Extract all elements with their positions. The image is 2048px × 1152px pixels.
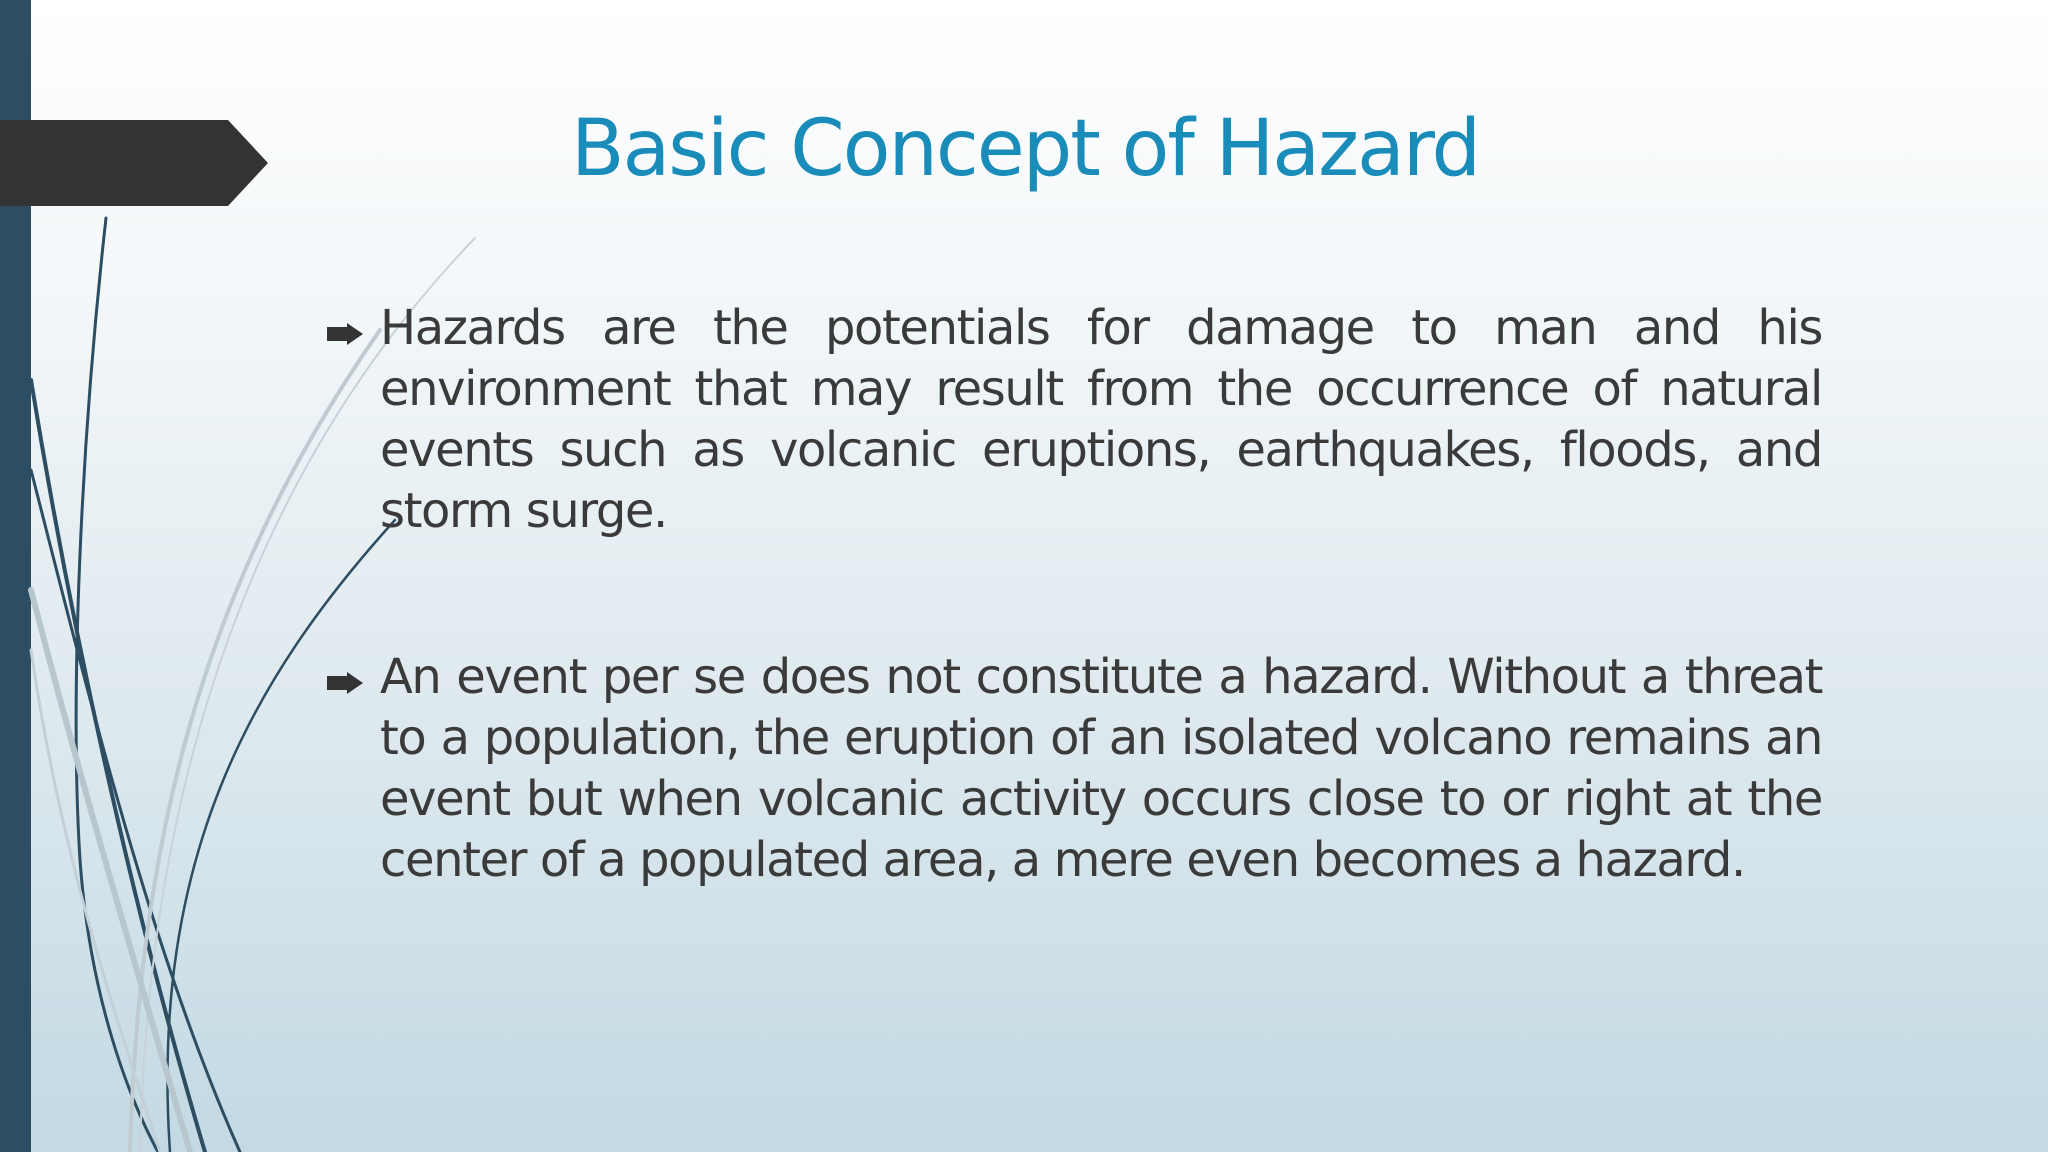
bullet-item-2 [322, 647, 1822, 891]
arrow-right-icon [325, 323, 365, 345]
bullet-text-1: Hazards are the potentials for damage to man and his environment that may result from the occurrence of natural events such as volcanic eruptions, earthquakes, floods, and storm surge. [380, 300, 1822, 539]
slide-title: Basic Concept of Hazard [570, 104, 1480, 194]
bullet-text-2: An event per se does not constitute a hazard. Without a threat to a population, the eruption of an isolated volcano remains an event but when volcanic activity occurs close to or right at the center of a populated area, a mere even becomes a hazard. [380, 649, 1822, 888]
arrow-right-icon [325, 672, 365, 694]
bullet-list [322, 298, 1822, 891]
bullet-item-1 [322, 298, 1822, 542]
title-tab-arrow [0, 120, 270, 206]
